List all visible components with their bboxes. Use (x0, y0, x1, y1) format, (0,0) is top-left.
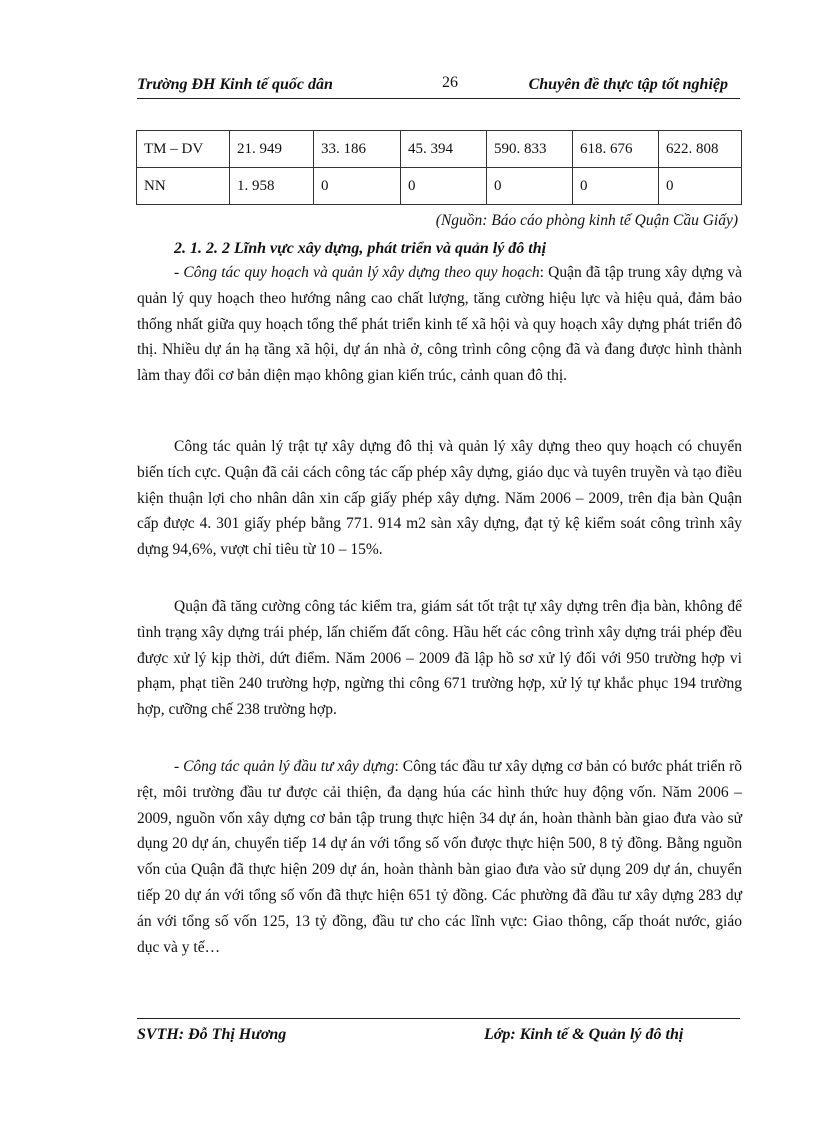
paragraph-text: Quận đã tăng cường công tác kiểm tra, giám sát tốt trật tự xây dựng trên địa bàn, không để tình trạng xây dựng trái phép, lấn chiếm đất công. Hầu hết các công trình xây dựng trái phép đều được xử lý kịp thời, dứt điểm. Năm 2006 – 2009 đã lập hồ sơ xử lý đối với 950 trường hợp vi phạm, phạt tiền 240 trường hợp, ngừng thi công 671 trường hợp, xử lý tự khắc phục 194 trường hợp, cưỡng chế 238 trường hợp. (137, 598, 742, 719)
table-cell: TM – DV (137, 131, 230, 168)
paragraph-text: : Công tác đầu tư xây dựng cơ bản có bước phát triển rõ rệt, môi trường đầu tư được cải thiện, đa dạng húa các hình thức huy động vốn. Năm 2006 – 2009, nguồn vốn xây dựng cơ bản tập trung thực hiện 34 dự án, hoàn thành bàn giao đưa vào sử dụng 20 dự án, chuyển tiếp 14 dự án với tổng số vốn được thực hiện 500, 8 tỷ đồng. Bằng nguồn vốn của Quận đã thực hiện 209 dự án, hoàn thành bàn giao đưa vào sử dụng 209 dự án, chuyển tiếp 20 dự án với tổng số vốn đã thực hiện 651 tỷ đồng. Các phường đã đầu tư xây dựng 283 dự án với tổng số vốn 125, 13 tỷ đồng, đầu tư cho các lĩnh vực: Giao thông, cấp thoát nước, giáo dục và y tế… (137, 758, 742, 956)
section-heading: 2. 1. 2. 2 Lĩnh vực xây dựng, phát triển và quản lý đô thị (174, 240, 547, 257)
table-cell: 1. 958 (230, 168, 314, 205)
table-cell: 0 (659, 168, 742, 205)
table-row (137, 131, 742, 168)
header-title: Chuyên đề thực tập tốt nghiệp (528, 76, 728, 93)
table-cell: 45. 394 (401, 131, 487, 168)
paragraph-lead: - Công tác quản lý đầu tư xây dựng (174, 758, 395, 775)
paragraph-construction-order (137, 434, 742, 563)
table-cell: 0 (573, 168, 659, 205)
page-number: 26 (442, 74, 458, 91)
table-cell: 0 (314, 168, 401, 205)
table-cell: 21. 949 (230, 131, 314, 168)
table-source: (Nguồn: Báo cáo phòng kinh tế Quận Cầu Giấy) (435, 212, 738, 229)
table-cell: NN (137, 168, 230, 205)
table-cell: 590. 833 (487, 131, 573, 168)
table-cell: 618. 676 (573, 131, 659, 168)
paragraph-inspection (137, 594, 742, 723)
table-row (137, 168, 742, 205)
table-cell: 33. 186 (314, 131, 401, 168)
paragraph-planning (137, 260, 742, 389)
footer-class: Lớp: Kinh tế & Quản lý đô thị (484, 1026, 684, 1043)
header-school: Trường ĐH Kinh tế quốc dân (137, 76, 333, 93)
table-cell: 0 (487, 168, 573, 205)
table-cell: 622. 808 (659, 131, 742, 168)
footer-student: SVTH: Đỗ Thị Hương (137, 1026, 287, 1043)
page-header (137, 72, 740, 99)
footer-divider (137, 1018, 740, 1019)
paragraph-text: : Quận đã tập trung xây dựng và quản lý quy hoạch theo hướng nâng cao chất lượng, tăng cường hiệu lực và hiệu quả, đảm bảo thống nhất giữa quy hoạch tổng thể phát triển kinh tế xã hội và quy hoạch xây dựng phát triển đô thị. Nhiều dự án hạ tầng xã hội, dự án nhà ở, công trình công cộng đã và đang được hình thành làm thay đổi cơ bản diện mạo không gian kiến trúc, cảnh quan đô thị. (137, 264, 742, 385)
paragraph-lead: - Công tác quy hoạch và quản lý xây dựng theo quy hoạch (174, 264, 540, 281)
paragraph-investment (137, 754, 742, 960)
table-cell: 0 (401, 168, 487, 205)
paragraph-text: Công tác quản lý trật tự xây dựng đô thị và quản lý xây dựng theo quy hoạch có chuyển biến tích cực. Quận đã cải cách công tác cấp phép xây dựng, giáo dục và tuyên truyền và tạo điều kiện thuận lợi cho nhân dân xin cấp giấy phép xây dựng. Năm 2006 – 2009, trên địa bàn Quận cấp được 4. 301 giấy phép bằng 771. 914 m2 sàn xây dựng, đạt tỷ kệ kiểm soát công trình xây dựng 94,6%, vượt chỉ tiêu từ 10 – 15%. (137, 438, 742, 559)
statistics-table (136, 130, 742, 205)
